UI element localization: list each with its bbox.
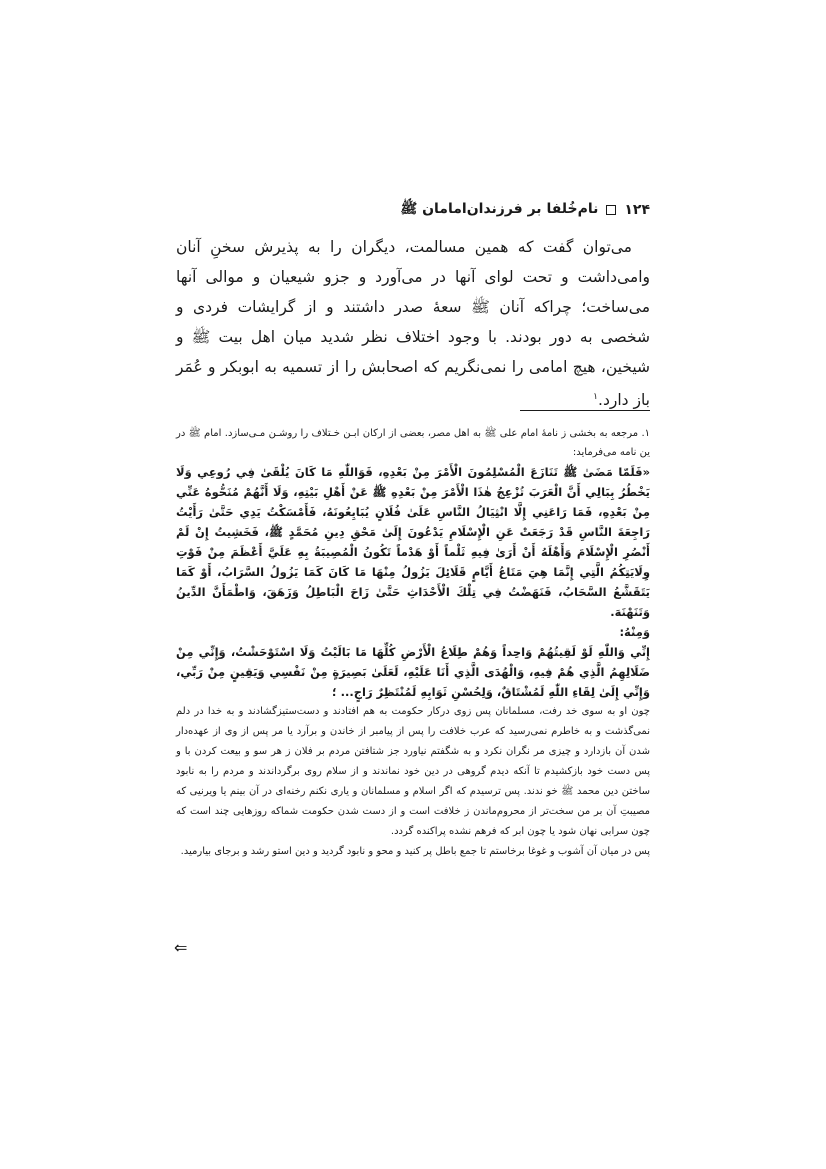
minhu-label: وَمِنْهُ:: [619, 625, 650, 639]
footnote-separator: [520, 410, 650, 411]
paragraph-text: می‌توان گفت که همین مسالمت، دیگران را به پذیرش سخنِ آنان وامی‌داشت و تحت لوای آنها در می‌آورد و جزو شیعیان و موالی آنها می‌ساخت؛ چراکه آنان ﷺ سعهٔ صدر داشتند و از گرایشات فردی و شخصی به دور بودند. با وجود اختلاف نظر شدید میان اهل بیت ﷺ و شیخین، هیچ امامی را نمی‌نگریم که اصحابش را از تسمیه به ابوبکر و عُمَر باز دارد.: [176, 238, 650, 410]
arabic-quote-2: إِنِّي وَاللّٰهِ لَوْ لَقِيتُهُمْ وَاحِداً وَهُمْ طِلَاعُ الْأَرْضِ كُلِّهَا مَا بَالَيْتُ وَلَا اسْتَوْحَشْتُ، وَإِنِّي مِنْ ضَلَالِهِمُ الَّذِي هُمْ فِيهِ، وَالْهُدَی الَّذِي أَنَا عَلَيْهِ، لَعَلَیٰ بَصِيرَةٍ مِنْ نَفْسِي وَيَقِينٍ مِنْ رَبِّي، وَإِنِّي إِلَیٰ لِقَاءِ اللّٰهِ لَمُشْتَاقٌ، وَلِحُسْنِ ثَوَابِهِ لَمُنْتَظِرٌ رَاجٍ... ؛: [176, 645, 650, 699]
persian-translation-1: چون او به سوی خد رفت، مسلمانان پس زوی درکار حکومت به هم افتادند و دست‌ستیزگشادند و به خدا در دلم نمی‌گذشت و به خاطرم نمی‌رسید که عرب خلافت را پس از پیامبر از خاندن و برآرد یا مر پس از وی از عهده‌دار شدن آن بازدارد و چیزی مر نگران نکرد و به شگفتم نیاورد جز شتافتن مردم بر فلان ز هر سو و بیعت کردن با و پس دست خود بازکشیدم تا آنکه دیدم گروهی در دین خود نماندند و از سلام روی برگرداندند و مردم را به نابود ساختن دین محمد ﷺ خو ندند. پس ترسیدم که اگر اسلام و مسلمانان و یاری نکنم رخنه‌ای در آن بینم یا ویرنیی که مصیبتِ آن بر من سخت‌تر از محروم‌ماندن ز خلافت است و از دست شدن حکومت شماکه روزهایی چند است که چون سرابی نهان شود یا چون ابر که فرهم نشده پراکنده گردد.: [176, 706, 650, 837]
footnote-intro: ۱. مرجعه به بخشی ز نامهٔ امام علی ﷺ به اهل مصر، بعضی از ارکان ابـن خـتلاف را روشـن مـی‌سازد. امام ﷺ در ین نامه می‌فرماید:: [176, 428, 650, 458]
footnotes: [176, 424, 650, 862]
main-paragraph: [176, 232, 650, 415]
footnote-reference[interactable]: ۱: [593, 392, 599, 402]
arabic-quote-1: «فَلَمّا مَضَیٰ ﷺ تَنَازَعَ الْمُسْلِمُونَ الْأَمْرَ مِنْ بَعْدِهِ، فَوَاللّٰهِ مَا كَانَ يُلْقَیٰ فِي رُوعِي وَلَا يَخْطُرُ بِبَالِي أَنَّ الْعَرَبَ تُزْعِجُ هٰذَا الْأَمْرَ مِنْ بَعْدِهِ ﷺ عَنْ أَهْلِ بَيْتِهِ، وَلَا أَنَّهُمْ مُنَحُّوهُ عَنِّي مِنْ بَعْدِهِ، فَمَا رَاعَنِي إِلَّا انْثِيَالُ النَّاسِ عَلَیٰ فُلَانٍ يُبَايِعُونَهُ، فَأَمْسَكْتُ يَدِي حَتَّیٰ رَأَيْتُ رَاجِعَةَ النَّاسِ قَدْ رَجَعَتْ عَنِ الْإِسْلَامِ يَدْعُونَ إِلَیٰ مَحْقِ دِينِ مُحَمَّدٍ ﷺ، فَخَشِيتُ إِنْ لَمْ أَنْصُرِ الْإِسْلَامَ وَأَهْلَهُ أَنْ أَرَیٰ فِيهِ ثَلْماً أَوْ هَدْماً تَكُونُ الْمُصِيبَةُ بِهِ عَلَيَّ أَعْظَمَ مِنْ فَوْتِ وِلَايَتِكُمُ الَّتِي إِنَّمَا هِيَ مَتَاعُ أَيَّامٍ قَلَائِلَ يَزُولُ مِنْهَا مَا كَانَ كَمَا يَزُولُ السَّرَابُ، أَوْ كَمَا يَتَقَشَّعُ السَّحَابُ، فَنَهَضْتُ فِي تِلْكَ الْأَحْدَاثِ حَتَّیٰ زَاحَ الْبَاطِلُ وَزَهَقَ، وَاطْمَأَنَّ الدِّينُ وَتَنَهْنَهَ.: [176, 465, 650, 619]
running-title: نام‌خُلفا بر فرزندان‌امامان ﷺ: [400, 201, 599, 217]
page-header: [176, 198, 650, 222]
persian-translation-2: پس در میان آن آشوب و غوغا برخاستم تا جمع باطل پر کنید و محو و نابود گردید و دین استو رشد و برجای بیارمید.: [180, 846, 650, 857]
page-number: ۱۲۴: [624, 202, 650, 218]
page-turn-arrow-icon: ⇐: [174, 938, 188, 957]
square-bullet-icon: [606, 205, 616, 215]
main-text: [176, 232, 650, 415]
